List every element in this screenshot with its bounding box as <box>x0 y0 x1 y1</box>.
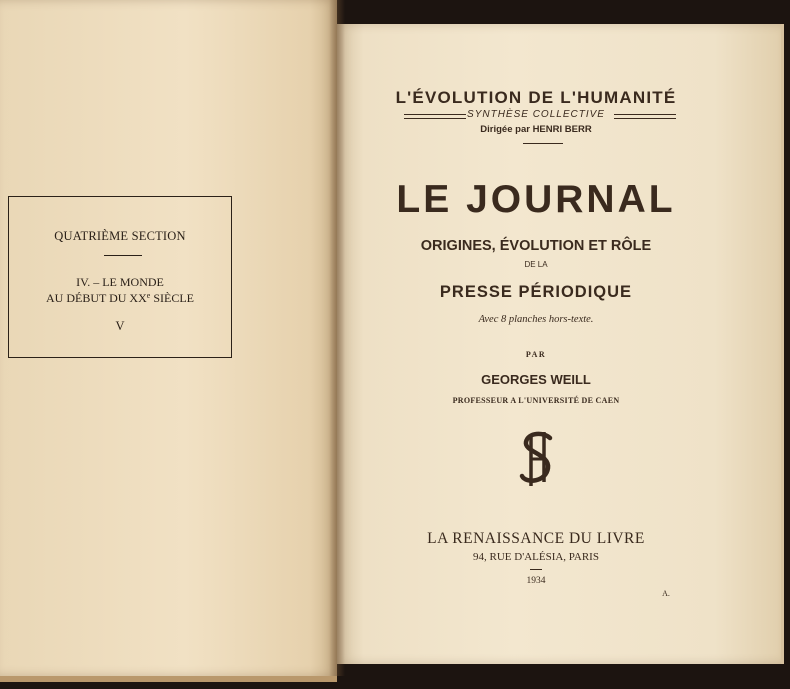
section-rule <box>104 255 142 256</box>
year-rule <box>530 569 542 570</box>
publisher-address: 94, RUE D'ALÉSIA, PARIS <box>473 551 599 563</box>
publisher-name: LA RENAISSANCE DU LIVRE <box>427 530 645 547</box>
century-superscript: e <box>146 291 151 300</box>
section-line-2 <box>9 291 231 306</box>
book-subtitle: ORIGINES, ÉVOLUTION ET RÔLE <box>420 238 652 254</box>
section-box <box>8 196 232 358</box>
book-subtitle-2: PRESSE PÉRIODIQUE <box>439 283 633 301</box>
publication-year: 1934 <box>526 576 546 586</box>
section-line-1: IV. – LE MONDE <box>76 275 164 289</box>
section-heading: QUATRIÈME SECTION <box>54 229 186 243</box>
series-subtitle: SYNTHÈSE COLLECTIVE <box>467 109 605 120</box>
volume-number: V <box>115 319 125 333</box>
section-line-2-suffix: SIÈCLE <box>150 291 194 305</box>
publisher-monogram-icon <box>514 430 560 488</box>
series-title: L'ÉVOLUTION DE L'HUMANITÉ <box>395 88 677 107</box>
subtitle-connector: DE LA <box>524 260 548 269</box>
by-label: PAR <box>525 350 547 359</box>
author-name: GEORGES WEILL <box>481 372 591 387</box>
author-affiliation: PROFESSEUR A L'UNIVERSITÉ DE CAEN <box>452 396 620 405</box>
series-director: Dirigée par HENRI BERR <box>480 124 592 135</box>
book-gutter <box>329 0 345 676</box>
plates-note: Avec 8 planches hors-texte. <box>478 314 594 325</box>
section-line-2-prefix: AU DÉBUT DU XX <box>45 291 147 305</box>
book-title: LE JOURNAL <box>396 178 676 221</box>
signature-mark: A. <box>662 589 670 598</box>
header-rule <box>523 143 563 144</box>
